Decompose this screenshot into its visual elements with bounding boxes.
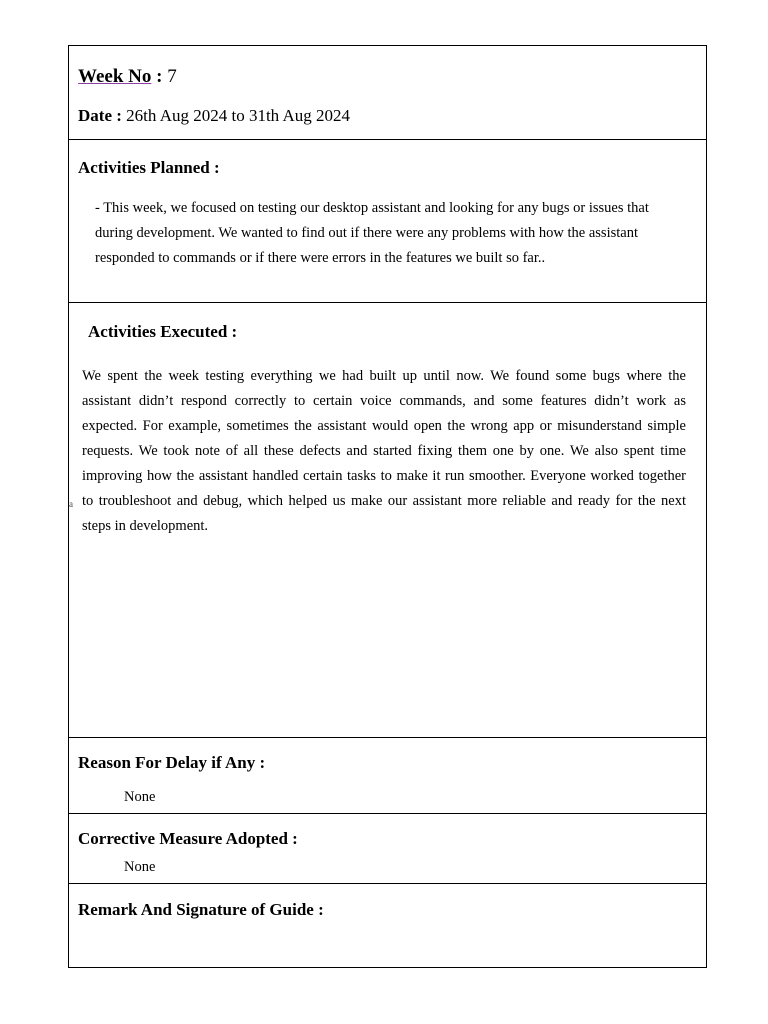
week-line xyxy=(78,66,177,88)
activities-planned-text: - This week, we focused on testing our desktop assistant and looking for any bugs or issues that during development. We wanted to find out if there were any problems with how the assistant responded to commands or if there were errors in the features we built so far.. xyxy=(95,200,649,266)
activities-planned-heading: Activities Planned : xyxy=(78,158,220,177)
corrective-measure-section xyxy=(69,814,706,884)
corrective-measure-value: None xyxy=(124,859,156,875)
activities-executed-text: We spent the week testing everything we had built up until now. We found some bugs where the assistant didn’t respond correctly to certain voice commands, and some features didn’t work as expected. For example, sometimes the assistant would open the wrong app or misunderstand simple requests. We took note of all these defects and started fixing them one by one. We also spent time improving how the assistant handled certain tasks to make it run smoother. Everyone worked together to troubleshoot and debug, which helped us make our assistant more reliable and ready for the next steps in development. xyxy=(82,368,686,534)
week-number: 7 xyxy=(167,66,177,87)
remark-signature-section xyxy=(69,884,706,968)
activities-executed-heading: Activities Executed : xyxy=(88,322,238,341)
reason-for-delay-value: None xyxy=(124,789,156,805)
date-line xyxy=(78,106,350,126)
reason-for-delay-heading: Reason For Delay if Any : xyxy=(78,753,266,772)
activities-executed-section xyxy=(69,303,706,738)
week-date-section xyxy=(69,46,706,140)
date-label: Date : xyxy=(78,106,127,125)
week-separator: : xyxy=(151,66,168,87)
week-label: Week No xyxy=(78,66,152,87)
activities-planned-section xyxy=(69,140,706,303)
weekly-report-form xyxy=(68,45,707,968)
reason-for-delay-section xyxy=(69,738,706,814)
margin-mark: a xyxy=(69,499,73,509)
corrective-measure-heading: Corrective Measure Adopted : xyxy=(78,829,298,848)
date-range: 26th Aug 2024 to 31th Aug 2024 xyxy=(126,106,351,125)
remark-signature-heading: Remark And Signature of Guide : xyxy=(78,900,324,919)
